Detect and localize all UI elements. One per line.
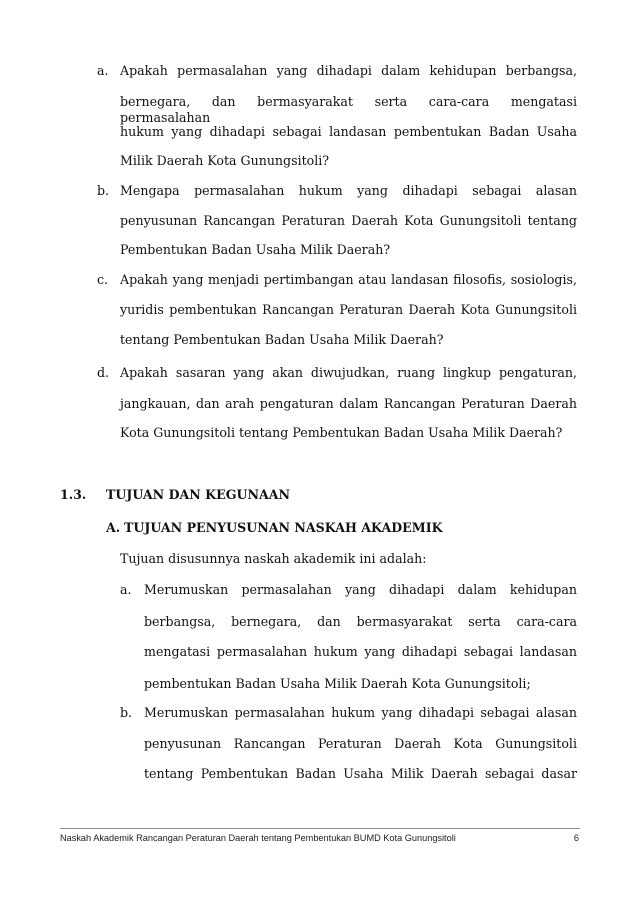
list-item-line: Mengapa permasalahan hukum yang dihadapi sebagai alasan xyxy=(120,183,577,198)
list-item-line: mengatasi permasalahan hukum yang dihadapi sebagai landasan xyxy=(144,644,577,659)
section-title: TUJUAN DAN KEGUNAAN xyxy=(106,487,291,502)
list-item-line: Merumuskan permasalahan yang dihadapi dalam kehidupan xyxy=(144,582,577,597)
list-item-line: pembentukan Badan Usaha Milik Daerah Kota Gunungsitoli; xyxy=(144,676,531,691)
footer-rule xyxy=(60,828,580,829)
list-item-line: Pembentukan Badan Usaha Milik Daerah? xyxy=(120,242,391,257)
list-item-line: Apakah sasaran yang akan diwujudkan, ruang lingkup pengaturan, xyxy=(120,365,577,380)
list-item-line: Merumuskan permasalahan hukum yang dihadapi sebagai alasan xyxy=(144,705,577,720)
list-item-line: hukum yang dihadapi sebagai landasan pembentukan Badan Usaha xyxy=(120,124,577,139)
list-item-line: Apakah permasalahan yang dihadapi dalam kehidupan berbangsa, xyxy=(120,63,577,78)
footer-text: Naskah Akademik Rancangan Peraturan Daerah tentang Pembentukan BUMD Kota Gunungsitoli xyxy=(60,833,456,843)
list-item-line: penyusunan Rancangan Peraturan Daerah Kota Gunungsitoli tentang xyxy=(120,213,577,228)
section-number: 1.3. xyxy=(60,487,87,502)
page-number: 6 xyxy=(573,833,579,843)
list-item-line: Milik Daerah Kota Gunungsitoli? xyxy=(120,153,330,168)
subsection-marker: A. xyxy=(106,520,121,535)
subsection-title: TUJUAN PENYUSUNAN NASKAH AKADEMIK xyxy=(124,520,443,535)
list-item-marker: c. xyxy=(97,272,109,287)
list-item-line: jangkauan, dan arah pengaturan dalam Rancangan Peraturan Daerah xyxy=(120,396,577,411)
list-item-line: Apakah yang menjadi pertimbangan atau landasan filosofis, sosiologis, xyxy=(120,272,577,287)
list-item-line: penyusunan Rancangan Peraturan Daerah Kota Gunungsitoli xyxy=(144,736,577,751)
list-item-line: berbangsa, bernegara, dan bermasyarakat serta cara-cara xyxy=(144,614,577,629)
list-item-line: bernegara, dan bermasyarakat serta cara-cara mengatasi permasalahan xyxy=(120,94,577,125)
list-item-line: tentang Pembentukan Badan Usaha Milik Daerah? xyxy=(120,332,444,347)
list-item-marker: a. xyxy=(120,582,132,597)
list-item-marker: a. xyxy=(97,63,109,78)
list-item-marker: d. xyxy=(97,365,110,380)
list-item-line: tentang Pembentukan Badan Usaha Milik Daerah sebagai dasar xyxy=(144,766,577,781)
intro-text: Tujuan disusunnya naskah akademik ini adalah: xyxy=(120,551,427,566)
list-item-line: yuridis pembentukan Rancangan Peraturan Daerah Kota Gunungsitoli xyxy=(120,302,577,317)
list-item-marker: b. xyxy=(120,705,133,720)
list-item-marker: b. xyxy=(97,183,110,198)
list-item-line: Kota Gunungsitoli tentang Pembentukan Badan Usaha Milik Daerah? xyxy=(120,425,563,440)
